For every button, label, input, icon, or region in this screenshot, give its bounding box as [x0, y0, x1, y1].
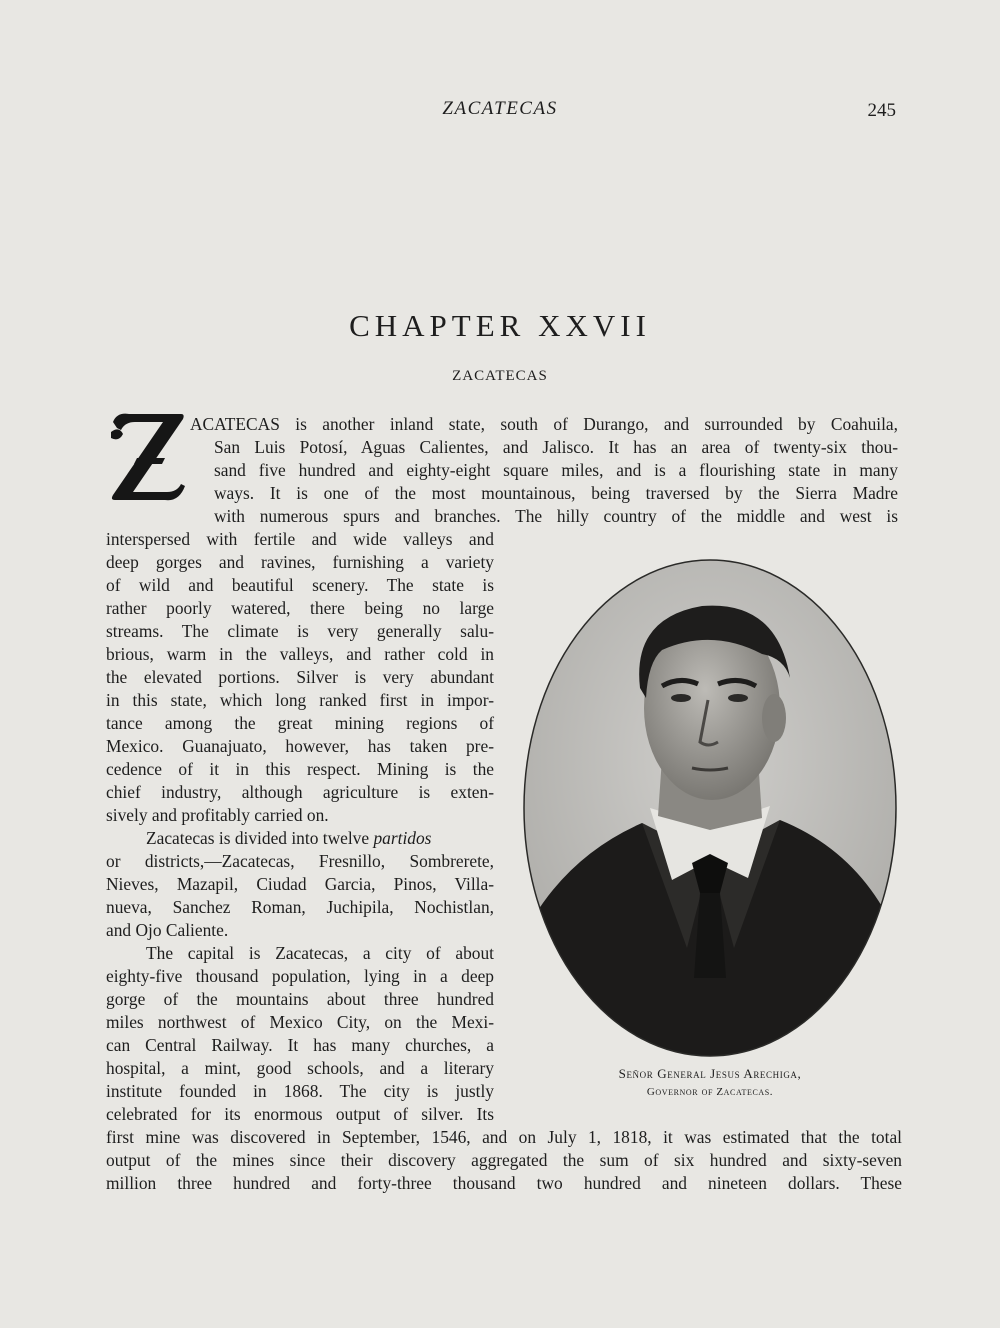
running-head	[0, 98, 1000, 128]
portrait-photo	[522, 558, 898, 1058]
text-line: or districts,—Zacatecas, Fresnillo, Sombrerete,	[106, 851, 494, 871]
text-line: miles northwest of Mexico City, on the Mexi-	[106, 1012, 494, 1032]
text-line: The capital is Zacatecas, a city of about	[146, 943, 494, 963]
text-line: hospital, a mint, good schools, and a literary	[106, 1058, 494, 1078]
text-line: sand five hundred and eighty-eight square miles, and is a flourishing state in many	[214, 460, 898, 480]
text-line: brious, warm in the valleys, and rather cold in	[106, 644, 494, 664]
text-line: in this state, which long ranked first in impor-	[106, 690, 494, 710]
text-line: ACATECAS is another inland state, south of Durango, and surrounded by Coahuila,	[190, 414, 898, 434]
text-line: nueva, Sanchez Roman, Juchipila, Nochistlan,	[106, 897, 494, 917]
text-line: of wild and beautiful scenery. The state is	[106, 575, 494, 595]
text-line: rather poorly watered, there being no large	[106, 598, 494, 618]
text-line: ways. It is one of the most mountainous, being traversed by the Sierra Madre	[214, 483, 898, 503]
text-line: Mexico. Guanajuato, however, has taken pre-	[106, 736, 494, 756]
text-line: institute founded in 1868. The city is justly	[106, 1081, 494, 1101]
text-line: streams. The climate is very generally salu-	[106, 621, 494, 641]
text-line: Nieves, Mazapil, Ciudad Garcia, Pinos, Villa-	[106, 874, 494, 894]
italic-term: partidos	[373, 828, 432, 848]
text-line: tance among the great mining regions of	[106, 713, 494, 733]
running-title: ZACATECAS	[442, 98, 558, 119]
portrait-caption-title: Governor of Zacatecas.	[646, 1086, 774, 1098]
portrait-caption-name: Señor General Jesus Arechiga,	[618, 1066, 802, 1081]
text-line: celebrated for its enormous output of silver. Its	[106, 1104, 494, 1124]
text-segment: Zacatecas is divided into twelve	[146, 828, 374, 848]
text-line: deep gorges and ravines, furnishing a variety	[106, 552, 494, 572]
text-line: interspersed with fertile and wide valleys and	[106, 529, 494, 549]
text-line: with numerous spurs and branches. The hilly country of the middle and west is	[214, 506, 898, 526]
text-line: cedence of it in this respect. Mining is the	[106, 759, 494, 779]
text-line: gorge of the mountains about three hundred	[106, 989, 494, 1009]
text-line	[146, 827, 494, 850]
text-line: San Luis Potosí, Aguas Calientes, and Jalisco. It has an area of twenty-six thou-	[214, 437, 898, 457]
page-number: 245	[867, 100, 896, 121]
chapter-subtitle: ZACATECAS	[452, 368, 548, 384]
text-line: can Central Railway. It has many churches, a	[106, 1035, 494, 1055]
text-line: the elevated portions. Silver is very abundant	[106, 667, 494, 687]
text-line: sively and profitably carried on.	[106, 805, 329, 825]
text-line: eighty-five thousand population, lying in a deep	[106, 966, 494, 986]
text-line: million three hundred and forty-three thousand two hundred and nineteen dollars. These	[106, 1173, 902, 1193]
drop-cap-z	[107, 408, 189, 504]
text-line: and Ojo Caliente.	[106, 920, 229, 940]
text-line: output of the mines since their discovery aggregated the sum of six hundred and sixty-seven	[106, 1150, 902, 1170]
chapter-title: CHAPTER XXVII	[349, 308, 651, 343]
text-line: chief industry, although agriculture is exten-	[106, 782, 494, 802]
text-line: first mine was discovered in September, 1546, and on July 1, 1818, it was estimated that the total	[106, 1127, 902, 1147]
